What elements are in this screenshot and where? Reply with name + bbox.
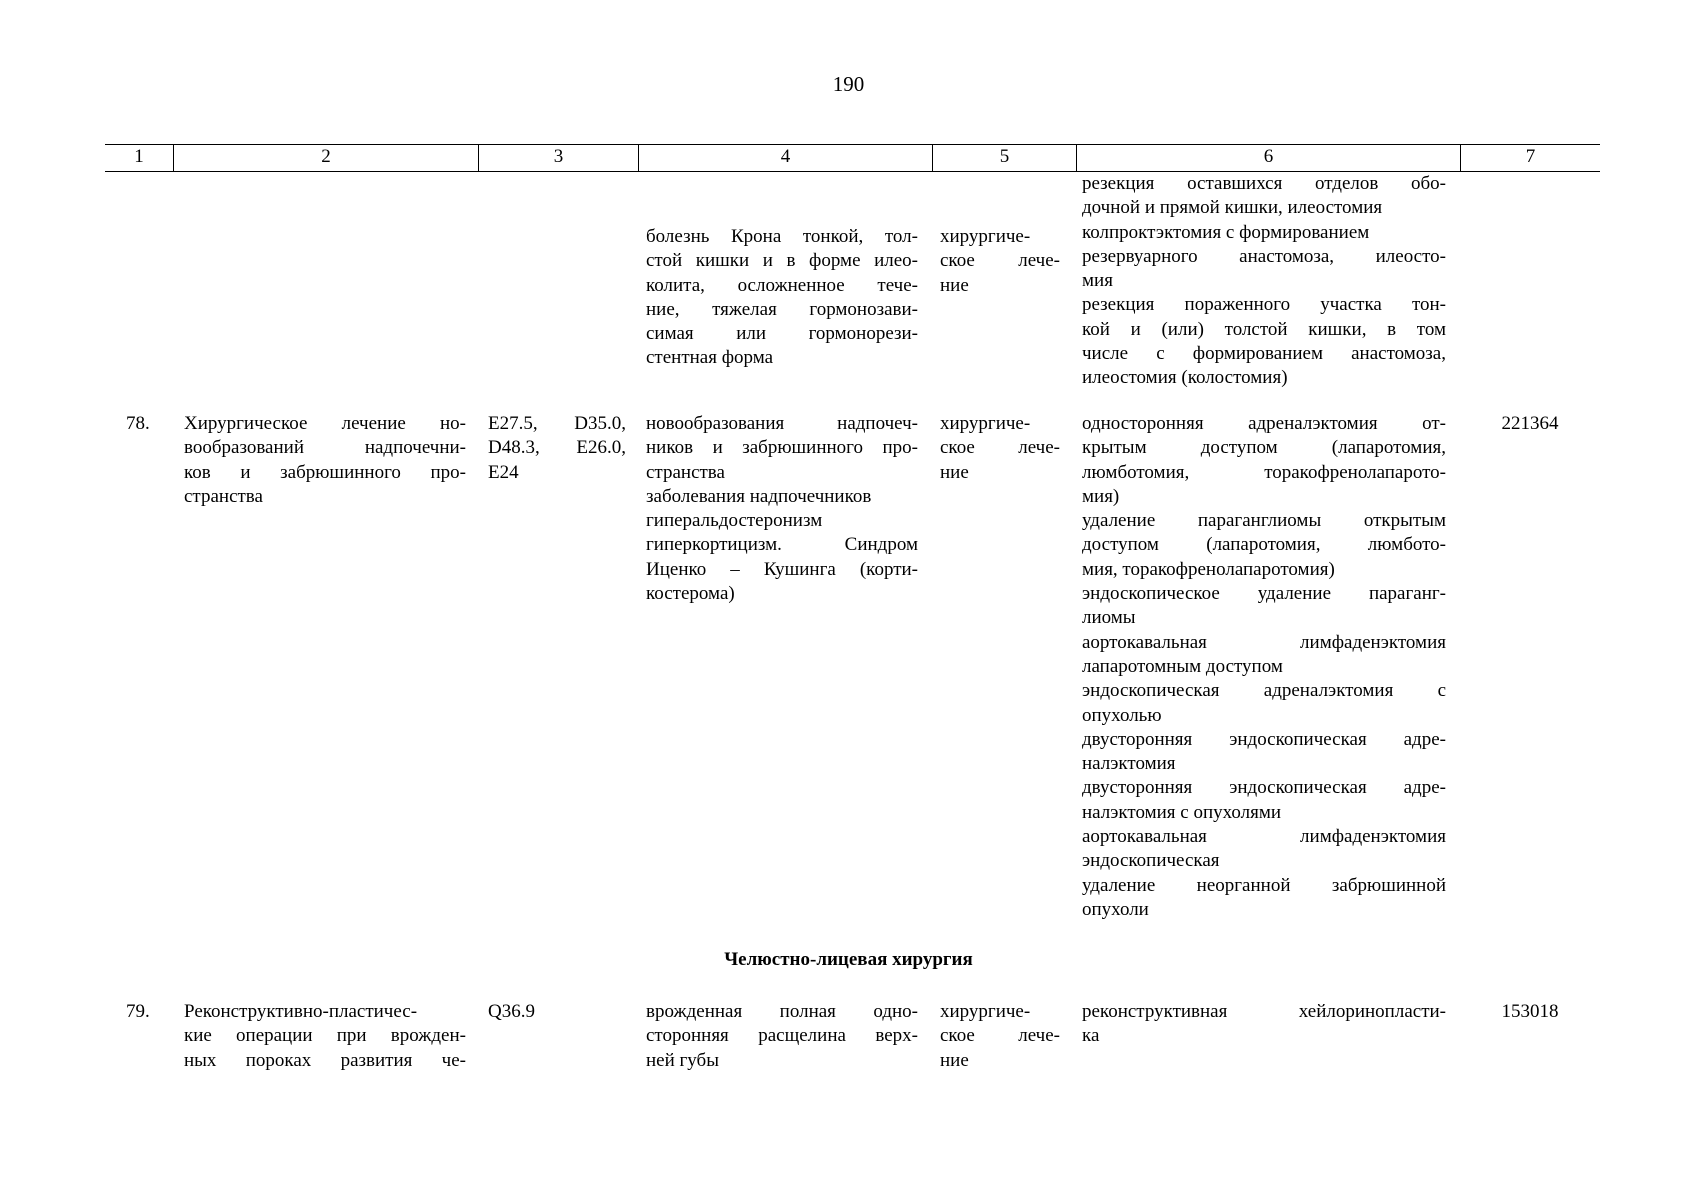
- text-line: мия: [1082, 270, 1113, 292]
- text-line: ское лече-: [940, 437, 1060, 459]
- text-line: эндоскопическая: [1082, 850, 1220, 872]
- row78-treatment-methods: [1082, 412, 1446, 922]
- text-line: крытым доступом (лапаротомия,: [1082, 437, 1446, 459]
- text-line: стентная форма: [646, 347, 774, 369]
- text-line: гиперкортицизм. Синдром: [646, 534, 918, 556]
- text-line: двусторонняя эндоскопическая адре-: [1082, 728, 1446, 750]
- text-line: вообразований надпочечни-: [184, 437, 466, 459]
- row79-icd-codes: [488, 1000, 626, 1024]
- text-line: мия, торакофренолапаротомия): [1082, 558, 1335, 580]
- row78-diagnosis: [646, 412, 918, 606]
- text-line: односторонняя адреналэктомия от-: [1082, 413, 1446, 434]
- text-line: ных пороках развития че-: [184, 1049, 466, 1071]
- column-header-7: 7: [1460, 145, 1600, 171]
- text-line: ков и забрюшинного про-: [184, 461, 466, 483]
- row79-service-name: [184, 1000, 466, 1073]
- text-line: хирургиче-: [940, 226, 1031, 247]
- text-line: стой кишки и в форме илео-: [646, 250, 918, 272]
- text-line: кие операции при врожден-: [184, 1025, 466, 1047]
- text-line: доступом (лапаротомия, люмбото-: [1082, 534, 1446, 556]
- row79-diagnosis: [646, 1000, 918, 1073]
- text-line: аортокавальная лимфаденэктомия: [1082, 631, 1446, 653]
- text-line: Q36.9: [488, 1001, 535, 1022]
- row78-icd-codes: [488, 412, 626, 485]
- continuation-diagnosis: [646, 225, 918, 371]
- text-line: Хирургическое лечение но-: [184, 413, 466, 434]
- row79-cost: 153018: [1501, 1001, 1559, 1022]
- text-line: ское лече-: [940, 250, 1060, 272]
- text-line: илеостомия (колостомия): [1082, 367, 1288, 389]
- text-line: опухолью: [1082, 704, 1162, 726]
- text-line: хирургиче-: [940, 413, 1031, 434]
- text-line: резервуарного анастомоза, илеосто-: [1082, 245, 1446, 267]
- column-header-4: 4: [638, 145, 932, 171]
- text-line: налэктомия с опухолями: [1082, 801, 1282, 823]
- text-line: симая или гормонорези-: [646, 323, 918, 345]
- text-line: реконструктивная хейлоринопласти-: [1082, 1001, 1446, 1022]
- text-line: лиомы: [1082, 607, 1136, 629]
- column-header-5: 5: [932, 145, 1076, 171]
- text-line: налэктомия: [1082, 753, 1176, 775]
- text-line: мия): [1082, 485, 1120, 507]
- row78-treatment-type: [940, 412, 1060, 485]
- text-line: E24: [488, 461, 519, 483]
- row78-cost: 221364: [1501, 413, 1559, 434]
- text-line: резекция оставшихся отделов обо-: [1082, 173, 1446, 194]
- text-line: странства: [646, 461, 725, 483]
- text-line: колита, осложненное тече-: [646, 274, 918, 296]
- text-line: люмботомия, торакофренолапарото-: [1082, 461, 1446, 483]
- text-line: ка: [1082, 1025, 1100, 1047]
- text-line: странства: [184, 485, 263, 507]
- text-line: лапаротомным доступом: [1082, 655, 1283, 677]
- text-line: удаление неорганной забрюшинной: [1082, 874, 1446, 896]
- text-line: заболевания надпочечников: [646, 485, 872, 507]
- row79-treatment-type: [940, 1000, 1060, 1073]
- column-header-2: 2: [173, 145, 478, 171]
- text-line: аортокавальная лимфаденэктомия: [1082, 826, 1446, 848]
- text-line: врожденная полная одно-: [646, 1001, 918, 1022]
- text-line: D48.3, E26.0,: [488, 437, 626, 459]
- text-line: E27.5, D35.0,: [488, 413, 626, 434]
- text-line: эндоскопическая адреналэктомия с: [1082, 680, 1446, 702]
- row79-treatment-methods: [1082, 1000, 1446, 1049]
- text-line: ние: [940, 1049, 969, 1071]
- text-line: опухоли: [1082, 898, 1149, 920]
- column-header-1: 1: [134, 146, 144, 167]
- text-line: ние: [940, 461, 969, 483]
- continuation-treatment-methods: [1082, 172, 1446, 391]
- text-line: эндоскопическое удаление параганг-: [1082, 583, 1446, 605]
- text-line: Реконструктивно-пластичес-: [184, 1001, 418, 1022]
- text-line: ников и забрюшинного про-: [646, 437, 918, 459]
- column-header-6: 6: [1076, 145, 1460, 171]
- row-number-79: 79.: [126, 1001, 150, 1022]
- text-line: кой и (или) толстой кишки, в том: [1082, 318, 1446, 340]
- text-line: костерома): [646, 583, 735, 605]
- text-line: хирургиче-: [940, 1001, 1031, 1022]
- page-number: 190: [832, 72, 865, 96]
- text-line: двусторонняя эндоскопическая адре-: [1082, 777, 1446, 799]
- text-line: ней губы: [646, 1049, 719, 1071]
- text-line: сторонняя расщелина верх-: [646, 1025, 918, 1047]
- text-line: резекция пораженного участка тон-: [1082, 294, 1446, 316]
- text-line: Иценко – Кушинга (корти-: [646, 558, 918, 580]
- continuation-treatment-type: [940, 225, 1060, 298]
- section-title: Челюстно-лицевая хирургия: [724, 949, 973, 970]
- text-line: ское лече-: [940, 1025, 1060, 1047]
- text-line: новообразования надпочеч-: [646, 413, 918, 434]
- text-line: числе с формированием анастомоза,: [1082, 343, 1446, 365]
- text-line: дочной и прямой кишки, илеостомия: [1082, 197, 1383, 219]
- text-line: болезнь Крона тонкой, тол-: [646, 226, 918, 247]
- table-column-header: [105, 144, 1600, 172]
- text-line: удаление параганглиомы открытым: [1082, 510, 1446, 532]
- text-line: гиперальдостеронизм: [646, 510, 823, 532]
- column-header-3: 3: [478, 145, 638, 171]
- row78-service-name: [184, 412, 466, 509]
- text-line: колпроктэктомия с формированием: [1082, 221, 1370, 243]
- row-number-78: 78.: [126, 413, 150, 434]
- text-line: ние: [940, 274, 969, 296]
- text-line: ние, тяжелая гормонозави-: [646, 298, 918, 320]
